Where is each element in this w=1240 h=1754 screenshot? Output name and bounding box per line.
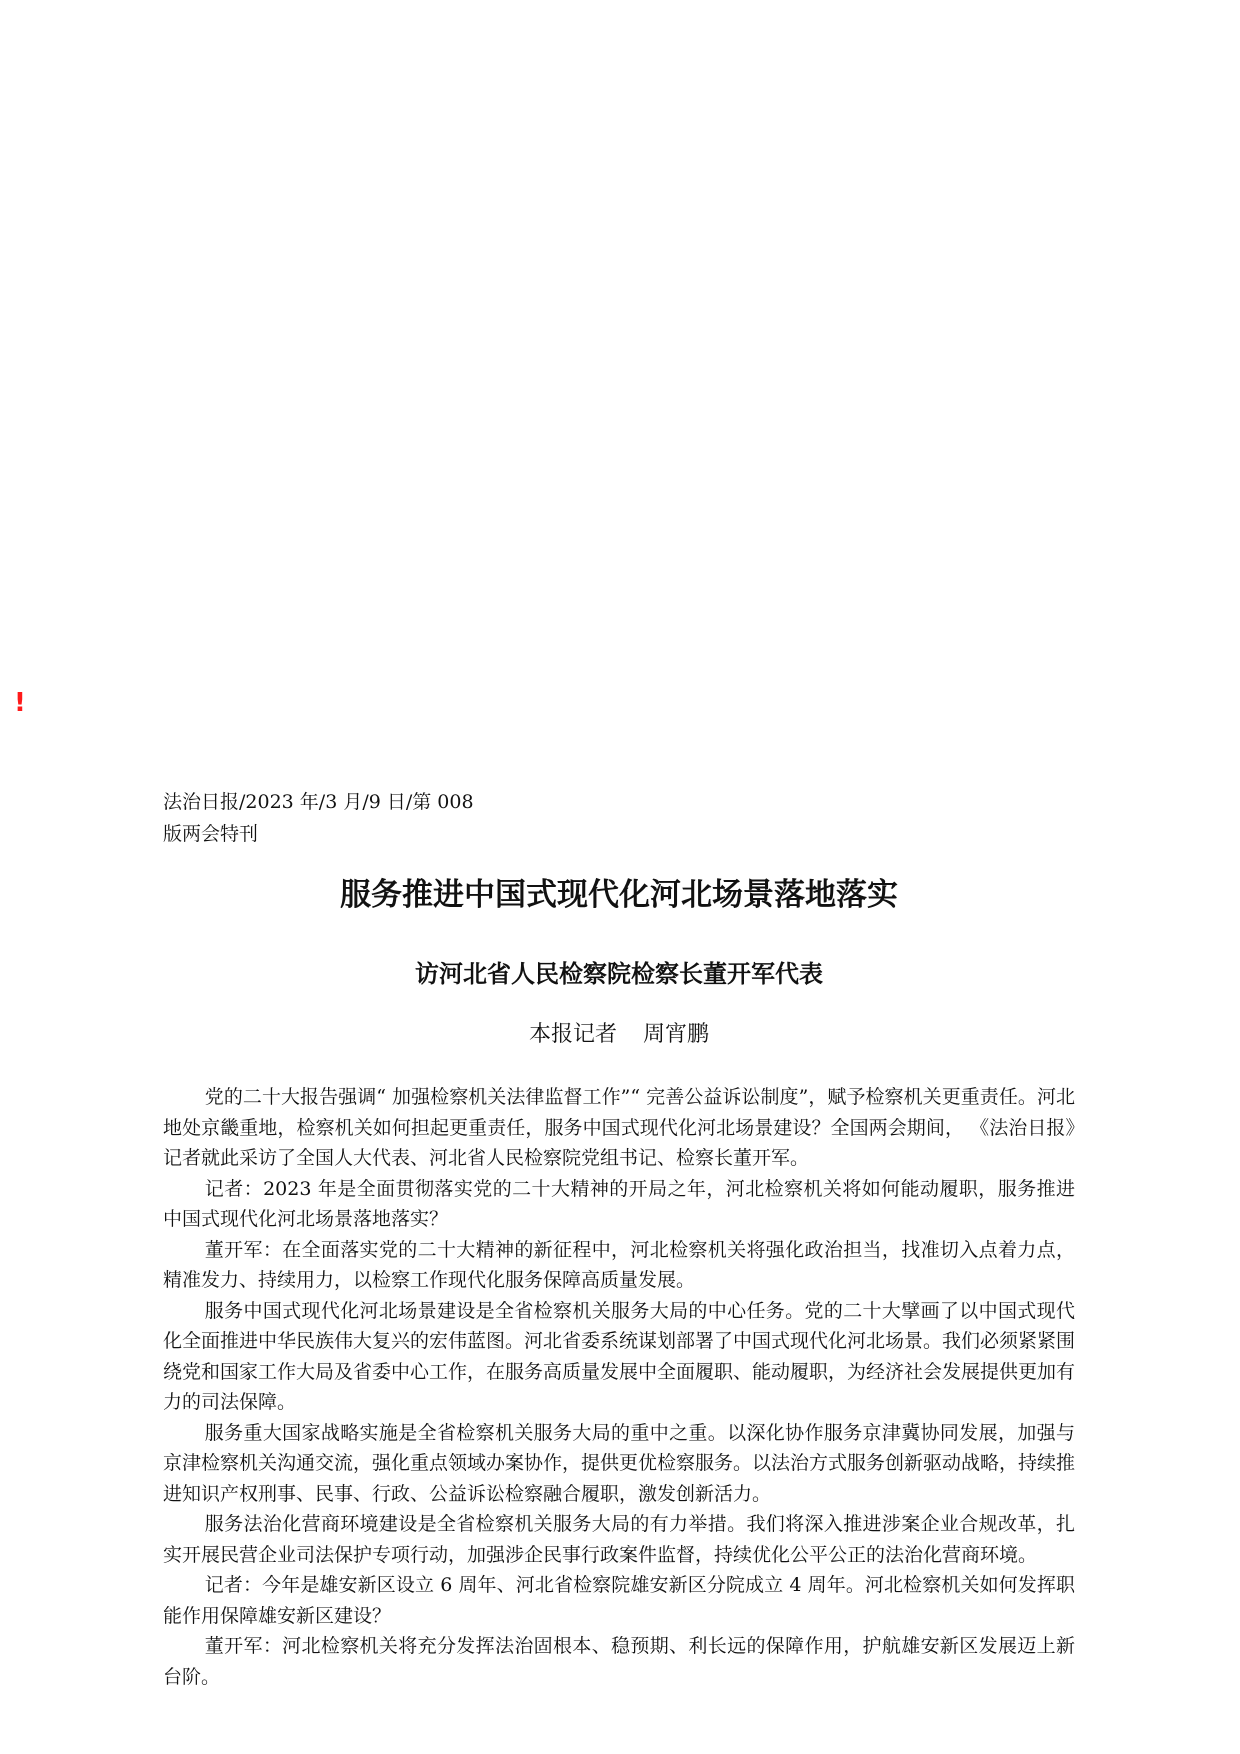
byline-role: 本报记者 bbox=[528, 1022, 617, 1047]
paragraph: 记者：2023 年是全面贯彻落实党的二十大精神的开局之年，河北检察机关将如何能动履职，服务推进中国式现代化河北场景落地落实？ bbox=[163, 1177, 1075, 1230]
red-exclamation-mark: ! bbox=[14, 688, 26, 718]
article-title: 服务推进中国式现代化河北场景落地落实 bbox=[340, 877, 898, 913]
paragraph: 董开军：河北检察机关将充分发挥法治固根本、稳预期、利长远的保障作用，护航雄安新区发展迈上新台阶。 bbox=[163, 1635, 1075, 1688]
byline-author: 周宵鹏 bbox=[643, 1022, 710, 1047]
paragraph: 服务重大国家战略实施是全省检察机关服务大局的重中之重。以深化协作服务京津冀协同发展，加强与京津检察机关沟通交流，强化重点领域办案协作，提供更优检察服务。以法治方式服务创新驱动战略，持续推进知识产权刑事、民事、行政、公益诉讼检察融合履职，激发创新活力。 bbox=[163, 1421, 1076, 1505]
article-subtitle: 访河北省人民检察院检察长董开军代表 bbox=[415, 960, 823, 988]
byline bbox=[163, 1016, 1075, 1054]
paragraph: 党的二十大报告强调“ 加强检察机关法律监督工作”“ 完善公益诉讼制度”，赋予检察机关更重责任。河北地处京畿重地，检察机关如何担起更重责任，服务中国式现代化河北场景建设？全国两会期间， 《法治日报》记者就此采访了全国人大代表、河北省人民检察院党组书记、检察长董开军。 bbox=[163, 1086, 1075, 1169]
article-body bbox=[163, 1082, 1075, 1692]
paragraph: 董开军：在全面落实党的二十大精神的新征程中，河北检察机关将强化政治担当，找准切入点着力点，精准发力、持续用力，以检察工作现代化服务保障高质量发展。 bbox=[163, 1238, 1075, 1291]
source-citation bbox=[163, 786, 523, 850]
paragraph: 服务中国式现代化河北场景建设是全省检察机关服务大局的中心任务。党的二十大擘画了以中国式现代化全面推进中华民族伟大复兴的宏伟蓝图。河北省委系统谋划部署了中国式现代化河北场景。我们必须紧紧围绕党和国家工作大局及省委中心工作，在服务高质量发展中全面履职、能动履职，为经济社会发展提供更加有力的司法保障。 bbox=[163, 1299, 1076, 1413]
paragraph: 服务法治化营商环境建设是全省检察机关服务大局的有力举措。我们将深入推进涉案企业合规改革，扎实开展民营企业司法保护专项行动，加强涉企民事行政案件监督，持续优化公平公正的法治化营商环境。 bbox=[163, 1513, 1075, 1566]
source-line-2: 版两会特刊 bbox=[163, 823, 259, 845]
paragraph: 记者：今年是雄安新区设立 6 周年、河北省检察院雄安新区分院成立 4 周年。河北检察机关如何发挥职能作用保障雄安新区建设？ bbox=[163, 1574, 1075, 1627]
source-line-1: 法治日报/2023 年/3 月/9 日/第 008 bbox=[163, 791, 474, 813]
